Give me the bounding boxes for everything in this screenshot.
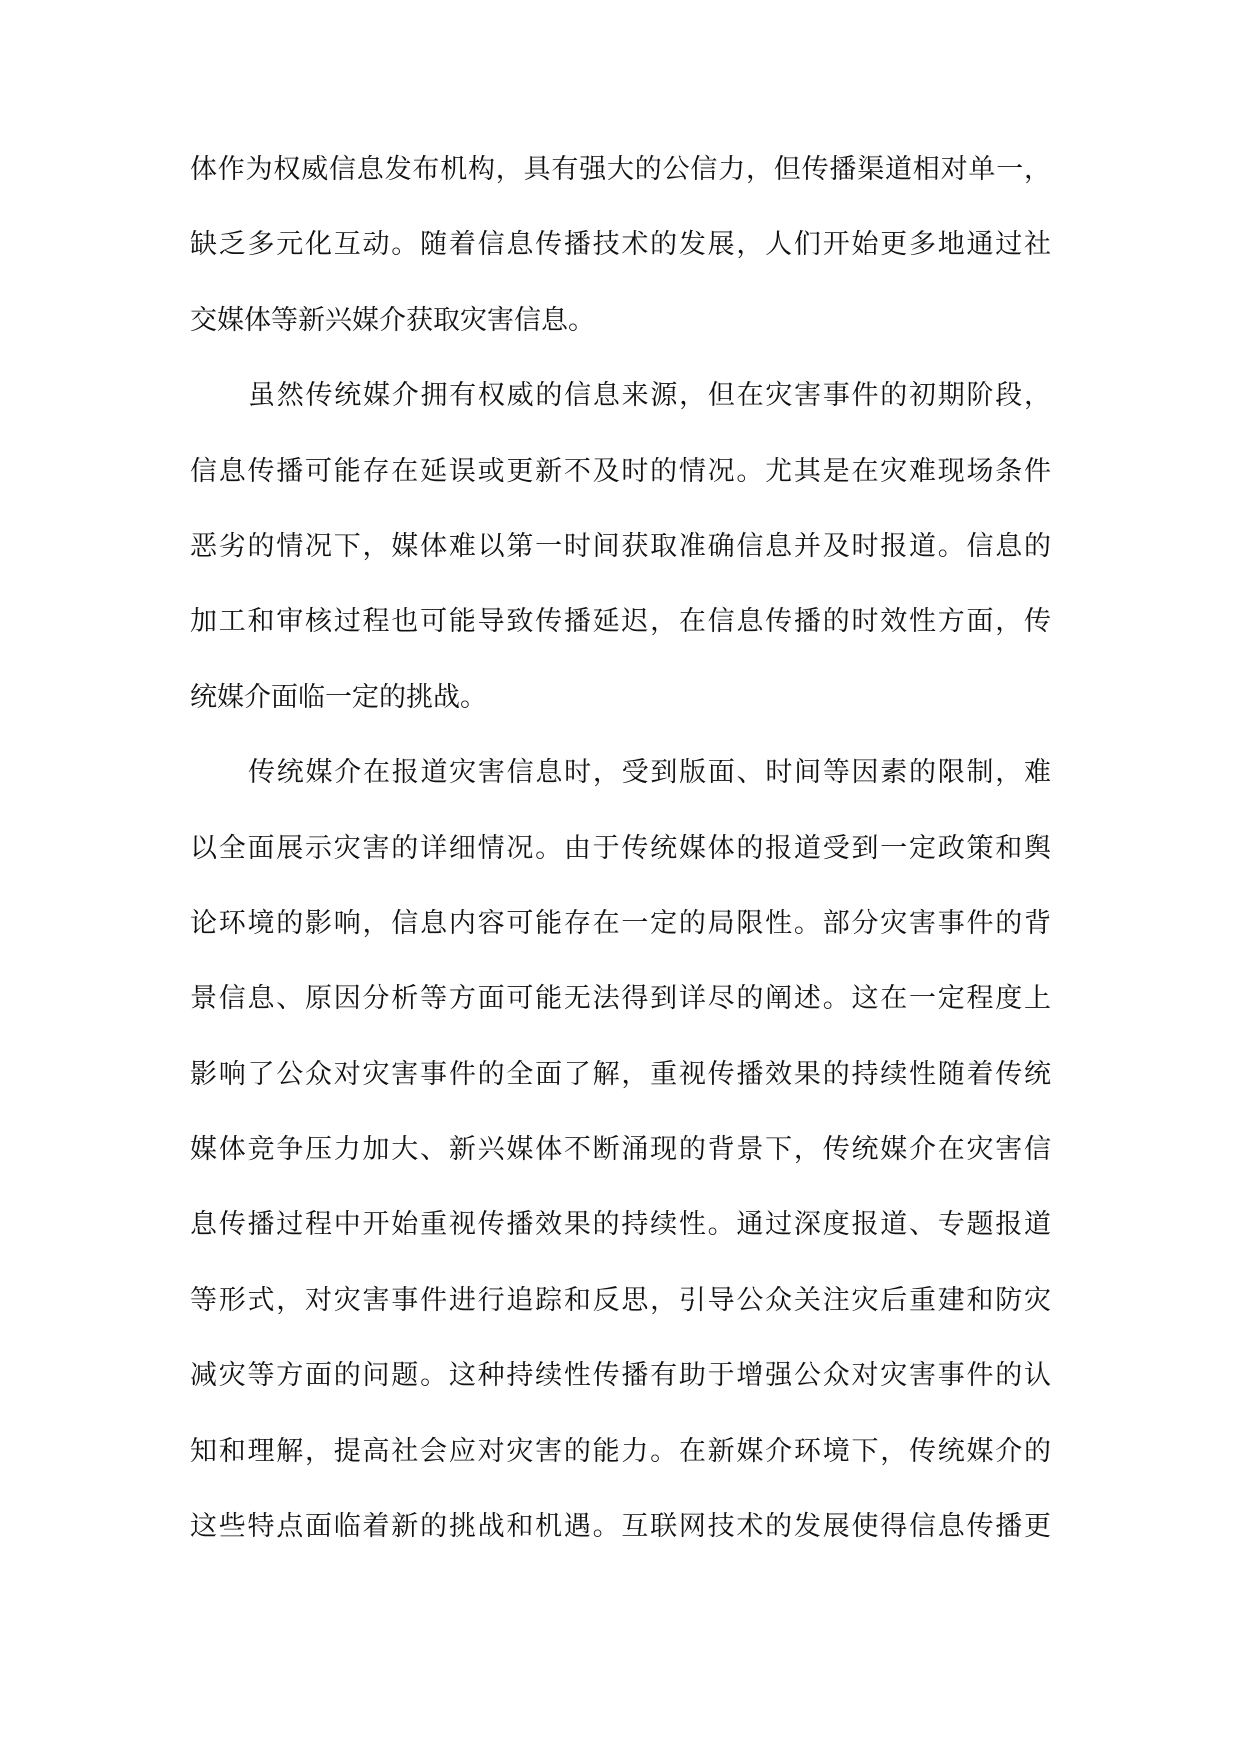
text-line: 媒体竞争压力加大、新兴媒体不断涌现的背景下，传统媒介在灾害信 xyxy=(190,1134,1051,1166)
text-line: 统媒介面临一定的挑战。 xyxy=(190,681,487,713)
text-line: 这些特点面临着新的挑战和机遇。互联网技术的发展使得信息传播更 xyxy=(190,1511,1051,1543)
text-line: 影响了公众对灾害事件的全面了解，重视传播效果的持续性随着传统 xyxy=(190,1058,1051,1090)
text-line: 以全面展示灾害的详细情况。由于传统媒体的报道受到一定政策和舆 xyxy=(190,832,1051,864)
paragraph-continued xyxy=(190,132,1051,358)
paragraph xyxy=(190,358,1051,735)
text-line: 虽然传统媒介拥有权威的信息来源，但在灾害事件的初期阶段， xyxy=(248,380,1051,412)
text-line: 传统媒介在报道灾害信息时，受到版面、时间等因素的限制，难 xyxy=(248,757,1051,789)
text-line: 知和理解，提高社会应对灾害的能力。在新媒介环境下，传统媒介的 xyxy=(190,1435,1051,1467)
text-line: 加工和审核过程也可能导致传播延迟，在信息传播的时效性方面，传 xyxy=(190,606,1051,638)
text-line: 体作为权威信息发布机构，具有强大的公信力，但传播渠道相对单一， xyxy=(190,154,1051,185)
paragraph xyxy=(190,735,1051,1564)
text-line: 恶劣的情况下，媒体难以第一时间获取准确信息并及时报道。信息的 xyxy=(190,530,1051,562)
text-line: 等形式，对灾害事件进行追踪和反思，引导公众关注灾后重建和防灾 xyxy=(190,1284,1051,1316)
text-line: 景信息、原因分析等方面可能无法得到详尽的阐述。这在一定程度上 xyxy=(190,983,1051,1015)
text-line: 信息传播可能存在延误或更新不及时的情况。尤其是在灾难现场条件 xyxy=(190,455,1051,487)
body-text xyxy=(190,132,1051,1564)
text-line: 缺乏多元化互动。随着信息传播技术的发展，人们开始更多地通过社 xyxy=(190,229,1051,261)
text-line: 减灾等方面的问题。这种持续性传播有助于增强公众对灾害事件的认 xyxy=(190,1360,1051,1392)
text-line: 论环境的影响，信息内容可能存在一定的局限性。部分灾害事件的背 xyxy=(190,907,1051,939)
text-line: 息传播过程中开始重视传播效果的持续性。通过深度报道、专题报道 xyxy=(190,1209,1051,1241)
text-line: 交媒体等新兴媒介获取灾害信息。 xyxy=(190,304,595,336)
